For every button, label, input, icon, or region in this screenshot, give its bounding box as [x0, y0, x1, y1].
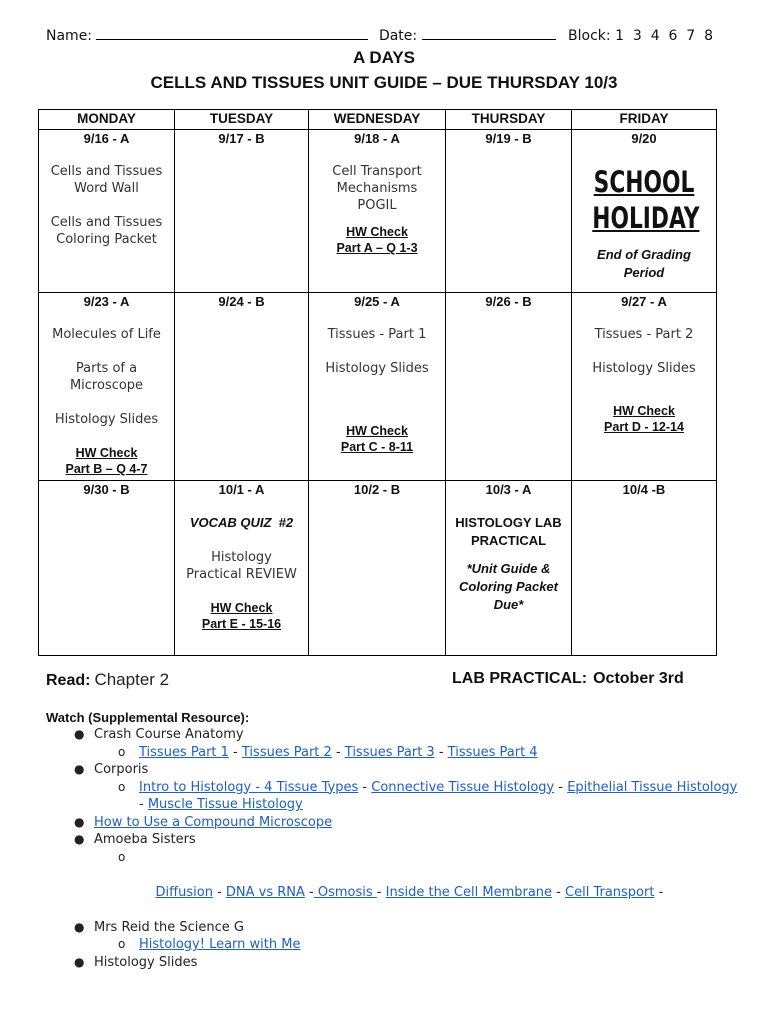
video-link[interactable]: Inside the Cell Membrane	[385, 884, 553, 900]
day-cell	[572, 130, 717, 293]
bullet-icon: ●	[74, 727, 85, 741]
activity-text: Word Wall	[74, 181, 139, 196]
list-item	[46, 831, 736, 849]
circle-bullet-icon: o	[118, 744, 126, 759]
read-label: Read:	[46, 672, 91, 689]
bullet-icon: ●	[74, 919, 85, 934]
day-header-row	[39, 110, 717, 130]
bullet-icon: ●	[74, 762, 85, 776]
day-cell	[175, 481, 309, 656]
day-cell	[446, 293, 572, 481]
watch-heading: Watch (Supplemental Resource):	[46, 710, 250, 725]
video-link[interactable]: Cell Transport	[565, 884, 655, 900]
sub-list-item-continued: - Muscle Tissue Histology	[139, 797, 303, 812]
hw-check-label: HW Check	[613, 404, 675, 418]
cell-date: 9/20	[631, 131, 657, 146]
cell-date: 9/24 - B	[218, 294, 265, 309]
day-cell	[309, 130, 446, 293]
video-link[interactable]: Intro to Histology - 4 Tissue Types	[139, 779, 359, 795]
video-link[interactable]: Connective Tissue Histology	[371, 779, 555, 795]
day-header: TUESDAY	[175, 110, 309, 130]
day-cell	[39, 481, 175, 656]
circle-bullet-icon: o	[118, 937, 126, 951]
block-label: Block:	[568, 28, 611, 44]
date-field[interactable]	[422, 27, 556, 40]
hw-check-part: Part A – Q 1-3	[336, 241, 418, 255]
video-link[interactable]: Muscle Tissue Histology	[147, 797, 303, 812]
resource-name: Histology Slides	[94, 954, 198, 970]
date-label: Date:	[378, 28, 418, 44]
hw-check-label: HW Check	[75, 446, 138, 460]
hw-check-label: HW Check	[210, 601, 273, 615]
student-info-line	[46, 27, 726, 44]
circle-bullet-icon: o	[118, 849, 126, 864]
day-cell	[572, 293, 717, 481]
video-link[interactable]: Tissues Part 2	[241, 744, 332, 760]
activity-text: Tissues - Part 1	[327, 327, 427, 342]
lab-practical-date	[452, 670, 684, 688]
grading-period-note: Period	[623, 265, 665, 280]
week-row	[39, 130, 717, 293]
bullet-icon: ●	[74, 954, 85, 969]
week-row	[39, 293, 717, 481]
read-value: Chapter 2	[94, 670, 170, 689]
resource-name: Mrs Reid the Science G	[94, 919, 244, 935]
sub-list-item	[46, 936, 736, 954]
cell-date: 9/16 - A	[83, 131, 130, 146]
activity-text: Cell Transport	[332, 164, 422, 179]
cell-date: 9/17 - B	[218, 131, 265, 146]
cell-date: 9/25 - A	[354, 294, 400, 309]
cell-date: 9/26 - B	[485, 294, 532, 309]
lab-practical-label: LAB PRACTICAL:	[452, 670, 588, 687]
cell-date: 10/2 - B	[353, 482, 401, 497]
lab-practical-value: October 3rd	[593, 670, 684, 687]
activity-text: Cells and Tissues	[50, 215, 163, 230]
lab-practical-label: HISTOLOGY LAB	[455, 515, 562, 530]
vocab-quiz-label: VOCAB QUIZ #2	[189, 515, 294, 530]
list-item	[46, 814, 736, 832]
hw-check-label: HW Check	[346, 424, 408, 438]
video-link[interactable]: Tissues Part 1	[139, 744, 229, 760]
activity-text: Tissues - Part 2	[594, 327, 694, 342]
cell-date: 10/4 -B	[622, 482, 666, 497]
day-cell	[446, 481, 572, 656]
activity-text: Molecules of Life	[52, 327, 161, 342]
day-cell	[309, 481, 446, 656]
activity-text: Histology Slides	[592, 361, 696, 376]
sub-list-item: o Diffusion - DNA vs RNA - Osmosis - Inside the Cell Membrane - Cell Transport -	[118, 849, 664, 900]
page-subtitle: CELLS AND TISSUES UNIT GUIDE – DUE THURSDAY 10/3	[150, 73, 618, 92]
circle-bullet-icon: o	[118, 779, 126, 794]
day-cell	[39, 130, 175, 293]
activity-text: Coloring Packet	[56, 232, 157, 247]
cell-date: 9/23 - A	[83, 294, 130, 309]
activity-text: POGIL	[357, 198, 397, 213]
activity-text: Histology Slides	[325, 361, 429, 376]
video-link[interactable]: How to Use a Compound Microscope	[94, 814, 333, 830]
day-cell	[572, 481, 717, 656]
hw-check-part: Part D - 12-14	[604, 420, 684, 434]
day-header: FRIDAY	[572, 110, 717, 130]
name-field[interactable]	[96, 27, 368, 40]
video-link[interactable]: Epithelial Tissue Histology	[567, 779, 738, 795]
resource-name: Crash Course Anatomy	[94, 727, 244, 742]
hw-check-part: Part C - 8-11	[340, 440, 414, 454]
grading-period-note: End of Grading	[597, 247, 691, 262]
bullet-icon: ●	[74, 814, 85, 829]
cell-date: 9/19 - B	[485, 131, 532, 146]
activity-text: Microscope	[69, 378, 144, 393]
day-cell	[175, 293, 309, 481]
hw-check-label: HW Check	[346, 225, 408, 239]
activity-text: Parts of a	[75, 361, 138, 376]
video-link[interactable]: Tissues Part 3	[344, 744, 435, 760]
cell-date: 9/18 - A	[354, 131, 400, 146]
video-link[interactable]: DNA vs RNA	[225, 884, 305, 900]
day-header: MONDAY	[39, 110, 175, 130]
video-link[interactable]: Osmosis	[313, 884, 377, 900]
day-header: WEDNESDAY	[309, 110, 446, 130]
resource-list	[46, 726, 736, 971]
sub-list-item: o Tissues Part 1 - Tissues Part 2 - Tissues Part 3 - Tissues Part 4	[118, 744, 538, 760]
activity-text: Practical REVIEW	[186, 567, 297, 582]
activity-text: Cells and Tissues	[50, 164, 163, 179]
cell-date: 9/30 - B	[83, 482, 130, 497]
unit-guide-due-note: Due*	[493, 597, 524, 612]
day-cell	[309, 293, 446, 481]
unit-guide-due-note: *Unit Guide &	[466, 561, 551, 576]
day-cell	[446, 130, 572, 293]
lab-practical-label: PRACTICAL	[470, 533, 547, 548]
video-link[interactable]: Tissues Part 4	[447, 744, 538, 760]
name-label: Name:	[46, 28, 93, 44]
hw-check-part: Part E - 15-16	[201, 617, 282, 631]
activity-text: Histology	[211, 550, 272, 565]
cell-date: 9/27 - A	[621, 294, 667, 309]
sub-list-item: o Intro to Histology - 4 Tissue Types - Connective Tissue Histology - Epithelial Tissue Histology	[118, 779, 738, 795]
cell-date: 10/3 - A	[485, 482, 532, 497]
page-title: A DAYS	[352, 48, 416, 67]
hw-check-part: Part B – Q 4-7	[65, 462, 148, 476]
resource-name: Corporis	[94, 762, 149, 777]
block-options: 1 3 4 6 7 8	[615, 28, 714, 44]
bullet-icon: ●	[74, 832, 85, 846]
list-item	[46, 919, 736, 937]
school-holiday-heading: SCHOOL HOLIDAY	[592, 165, 700, 235]
activity-text: Mechanisms	[336, 181, 418, 196]
day-cell	[39, 293, 175, 481]
cell-date: 10/1 - A	[218, 482, 265, 497]
resource-name: Amoeba Sisters	[94, 832, 196, 847]
day-cell	[175, 130, 309, 293]
reading-assignment	[46, 670, 169, 690]
list-item	[46, 954, 736, 972]
unit-guide-due-note: Coloring Packet	[459, 579, 558, 594]
day-header: THURSDAY	[446, 110, 572, 130]
video-link[interactable]: Diffusion	[155, 884, 213, 900]
list-item	[46, 761, 736, 779]
list-item	[46, 726, 736, 744]
activity-text: Histology Slides	[54, 412, 159, 427]
video-link[interactable]: Histology! Learn with Me	[139, 937, 301, 952]
schedule-table	[38, 109, 717, 656]
week-row	[39, 481, 717, 656]
